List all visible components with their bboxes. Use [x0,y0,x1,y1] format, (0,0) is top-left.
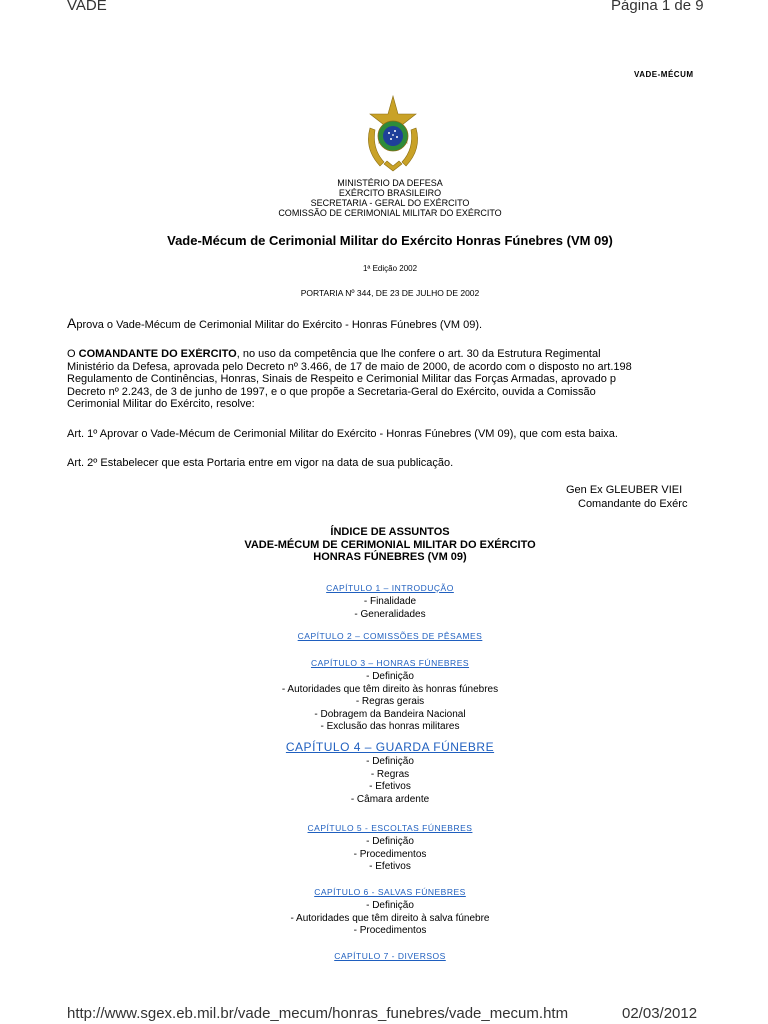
article-2: Art. 2º Estabelecer que esta Portaria entre em vigor na data de sua publicação. [67,457,454,469]
print-header-title: VADE [67,0,107,14]
chapter-link[interactable]: CAPÍTULO 3 – HONRAS FÚNEBRES [310,658,470,668]
approval-text: prova o Vade-Mécum de Cerimonial Militar do Exército - Honras Fúnebres (VM 09). [76,319,483,331]
signature-name: Gen Ex GLEUBER VIEI [566,484,683,496]
index-title [80,526,700,564]
chapter-item: - Finalidade [363,596,417,607]
preamble-line: Regulamento de Continências, Honras, Sinais de Respeito e Cerimonial Militar das Forças Armadas, aprovado p [67,373,617,385]
document-title: Vade-Mécum de Cerimonial Militar do Exército Honras Fúnebres (VM 09) [167,233,613,248]
institution-line: SECRETARIA - GERAL DO EXÉRCITO [310,198,470,208]
chapter-item: - Autoridades que têm direito à salva fúnebre [290,912,490,924]
chapter-item: - Generalidades [354,608,426,620]
chapter-item: - Definição [366,671,414,682]
index-title-line: VADE-MÉCUM DE CERIMONIAL MILITAR DO EXÉRCITO [244,538,536,551]
institution-block [80,178,700,218]
chapter-item: - Procedimentos [353,925,427,936]
preamble-paragraph [67,348,717,411]
chapter-item: - Regras [370,768,410,780]
institution-line: EXÉRCITO BRASILEIRO [338,188,442,198]
edition: 1ª Edição 2002 [362,264,418,273]
chapter-link[interactable]: CAPÍTULO 1 – INTRODUÇÃO [326,583,454,593]
chapter-item: - Definição [366,900,414,911]
chapter-2 [80,626,700,644]
chapter-link[interactable]: CAPÍTULO 2 – COMISSÕES DE PÊSAMES [297,631,483,641]
chapter-item: - Dobragem da Bandeira Nacional [314,708,466,720]
print-header-page: Página 1 de 9 [611,0,704,14]
chapter-4 [80,738,700,806]
top-label: VADE-MÉCUM [634,70,694,79]
institution-line: COMISSÃO DE CERIMONIAL MILITAR DO EXÉRCITO [278,208,502,218]
article-1: Art. 1º Aprovar o Vade-Mécum de Cerimonial Militar do Exército - Honras Fúnebres (VM 09), que com esta baixa. [67,428,618,440]
chapter-item: - Definição [366,756,414,767]
index-title-line: HONRAS FÚNEBRES (VM 09) [313,551,467,563]
preamble-line: Ministério da Defesa, aprovada pelo Decreto nº 3.466, de 17 de maio de 2000, de acordo com o disposto no art.198 [67,360,632,373]
chapter-link[interactable]: CAPÍTULO 7 - DIVERSOS [334,951,446,961]
portaria: PORTARIA Nº 344, DE 23 DE JULHO DE 2002 [300,288,480,298]
preamble-line: , no uso da competência que lhe confere o art. 30 da Estrutura Regimental [236,348,601,360]
chapter-1 [80,578,700,621]
print-footer-date: 02/03/2012 [622,1005,698,1022]
preamble-line: Cerimonial Militar do Exército, resolve: [67,398,255,410]
approval-line [67,317,717,332]
chapter-5 [80,818,700,874]
chapter-item: - Câmara ardente [350,793,430,805]
chapter-3 [80,653,700,734]
chapter-item: - Autoridades que têm direito às honras fúnebres [281,683,499,695]
chapter-link[interactable]: CAPÍTULO 4 – GUARDA FÚNEBRE [285,740,495,754]
signature-role: Comandante do Exérc [578,498,688,510]
print-footer-url: http://www.sgex.eb.mil.br/vade_mecum/honras_funebres/vade_mecum.htm [67,1005,569,1022]
drop-letter: A [67,317,77,331]
chapter-item: - Regras gerais [355,696,425,707]
chapter-item: - Definição [366,836,414,847]
chapter-link[interactable]: CAPÍTULO 6 - SALVAS FÚNEBRES [314,887,466,897]
preamble-o: O [67,348,79,360]
chapter-link[interactable]: CAPÍTULO 5 - ESCOLTAS FÚNEBRES [307,823,473,833]
army-emblem [362,94,424,174]
preamble-line: Decreto nº 2.243, de 3 de junho de 1997, e o que propõe a Secretaria-Geral do Exército, ouvida a Comissão [67,385,596,398]
chapter-item: - Efetivos [369,861,411,872]
chapter-item: - Exclusão das honras militares [320,721,460,732]
index-title-line: ÍNDICE DE ASSUNTOS [330,526,450,538]
chapter-7 [80,946,700,964]
institution-line: MINISTÉRIO DA DEFESA [337,178,443,188]
chapter-item: - Efetivos [369,781,411,792]
chapter-item: - Procedimentos [353,848,427,860]
chapter-6 [80,882,700,938]
commander-title: COMANDANTE DO EXÉRCITO [78,348,237,360]
